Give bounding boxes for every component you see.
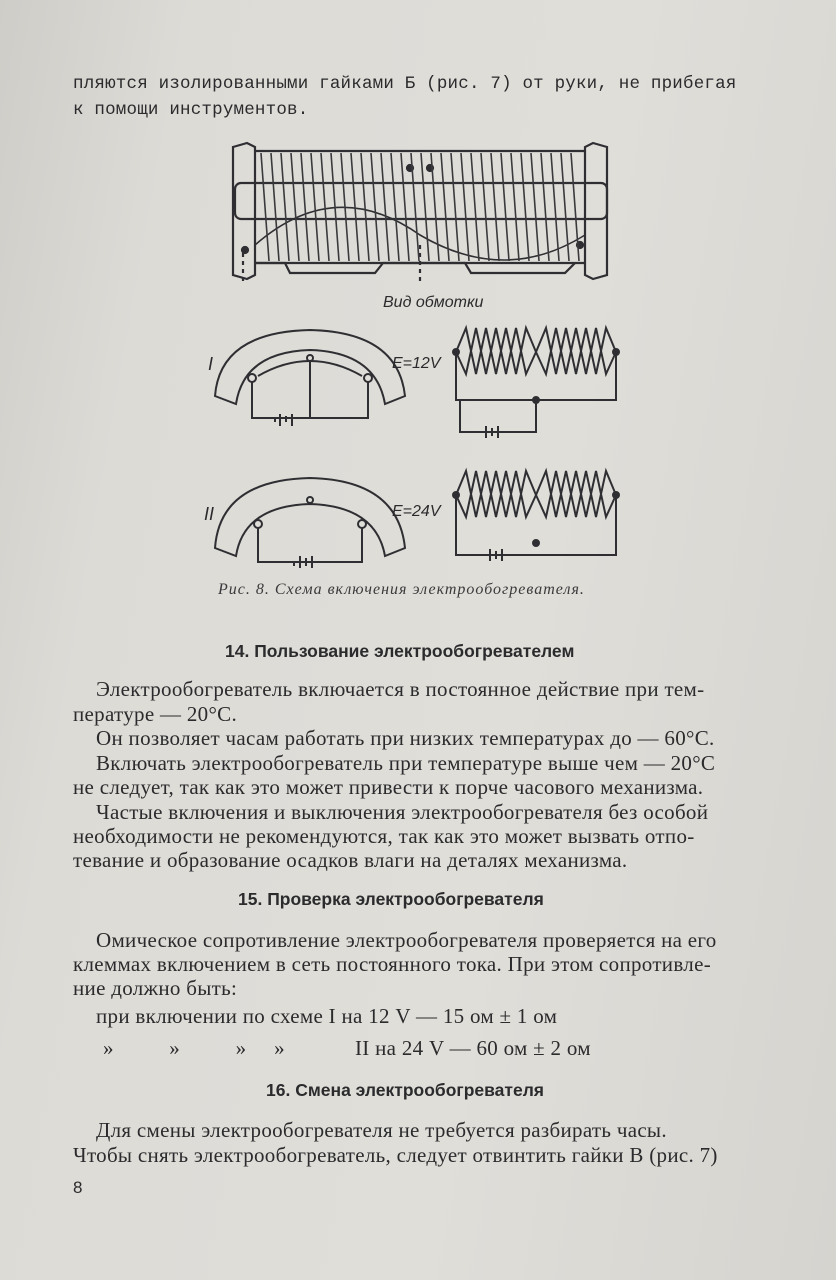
winding-label: Вид обмотки [383,294,484,311]
section-15-heading: 15. Проверка электрообогревателя [238,889,544,909]
scheme-2-zigzag [450,465,620,575]
scheme-1-voltage: E=12V [392,355,441,372]
top-text-line-1: пляются изолированными гайками Б (рис. 7) от руки, не прибегая [73,74,737,94]
s14-line-6: Частые включения и выключения электрообогревателя без особой [96,800,709,824]
page-number: 8 [73,1178,83,1197]
s14-line-5: не следует, так как это может привести к порче часового механизма. [73,775,704,799]
scheme-2-arc [200,470,440,580]
s15-line-1: Омическое сопротивление электрообогревателя проверяется на его [96,928,717,952]
s14-line-4: Включать электрообогреватель при температуре выше чем — 20°С [96,751,716,775]
winding-diagram [225,135,615,315]
s14-line-8: тевание и образование осадков влаги на деталях механизма. [73,848,628,872]
scheme-1-zigzag [450,322,620,447]
s15-spec-2: II на 24 V — 60 ом ± 2 ом [355,1036,591,1060]
scheme-1-arc [200,318,440,438]
s14-line-2: пературе — 20°С. [73,702,238,726]
s16-line-1: Для смены электрообогревателя не требуется разбирать часы. [96,1118,667,1142]
s15-spec-2-ditto: » » » » [103,1036,285,1060]
top-text-line-2: к помощи инструментов. [73,100,309,120]
s14-line-7: необходимости не рекомендуются, так как это может вызвать отпо- [73,824,695,848]
scheme-2-voltage: E=24V [392,503,441,520]
section-14-heading: 14. Пользование электрообогревателем [225,641,575,661]
figure-caption: Рис. 8. Схема включения электрообогревателя. [218,581,585,598]
scheme-2-number: II [204,504,215,524]
s14-line-3: Он позволяет часам работать при низких температурах до — 60°С. [96,726,715,750]
s15-line-2: клеммах включением в сеть постоянного тока. При этом сопротивле- [73,952,711,976]
s15-line-3: ние должно быть: [73,976,238,1000]
s14-line-1: Электрообогреватель включается в постоянное действие при тем- [96,677,705,701]
section-16-heading: 16. Смена электрообогревателя [266,1080,545,1100]
s16-line-2: Чтобы снять электрообогреватель, следует отвинтить гайки В (рис. 7) [73,1143,718,1167]
scheme-1-number: I [208,354,214,374]
s15-spec-1: при включении по схеме I на 12 V — 15 ом ± 1 ом [96,1004,558,1028]
